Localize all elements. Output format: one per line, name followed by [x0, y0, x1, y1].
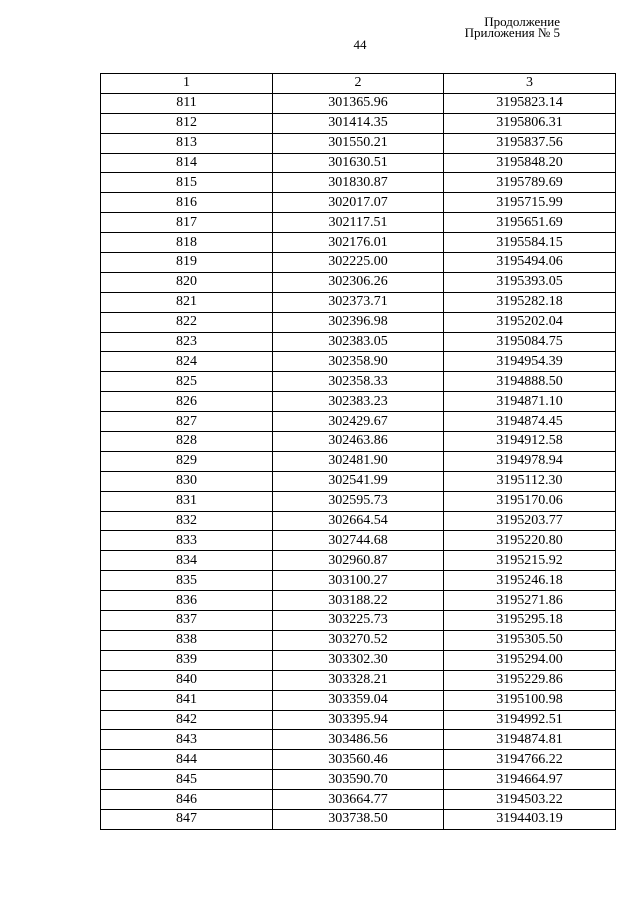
continuation-label [360, 16, 560, 38]
x-coordinate-cell: 303302.30 [273, 650, 444, 670]
x-coordinate-cell: 303486.56 [273, 730, 444, 750]
x-coordinate-cell: 302595.73 [273, 491, 444, 511]
table-row [101, 571, 616, 591]
table-row [101, 809, 616, 829]
point-number-cell: 838 [101, 630, 273, 650]
column-header-2: 2 [273, 74, 444, 94]
x-coordinate-cell: 302306.26 [273, 272, 444, 292]
x-coordinate-cell: 302664.54 [273, 511, 444, 531]
x-coordinate-cell: 302463.86 [273, 432, 444, 452]
y-coordinate-cell: 3195806.31 [444, 113, 616, 133]
point-number-cell: 844 [101, 750, 273, 770]
y-coordinate-cell: 3194766.22 [444, 750, 616, 770]
table-row [101, 730, 616, 750]
table-row [101, 332, 616, 352]
continuation-line-2: Приложения № 5 [464, 25, 560, 40]
table-row [101, 412, 616, 432]
x-coordinate-cell: 302358.33 [273, 372, 444, 392]
x-coordinate-cell: 302481.90 [273, 451, 444, 471]
y-coordinate-cell: 3195100.98 [444, 690, 616, 710]
point-number-cell: 814 [101, 153, 273, 173]
table-row [101, 630, 616, 650]
x-coordinate-cell: 303560.46 [273, 750, 444, 770]
x-coordinate-cell: 302225.00 [273, 253, 444, 273]
table-row [101, 790, 616, 810]
y-coordinate-cell: 3194954.39 [444, 352, 616, 372]
y-coordinate-cell: 3195494.06 [444, 253, 616, 273]
column-header-3: 3 [444, 74, 616, 94]
x-coordinate-cell: 302117.51 [273, 213, 444, 233]
point-number-cell: 842 [101, 710, 273, 730]
point-number-cell: 815 [101, 173, 273, 193]
table-row [101, 670, 616, 690]
y-coordinate-cell: 3194664.97 [444, 770, 616, 790]
point-number-cell: 828 [101, 432, 273, 452]
y-coordinate-cell: 3195084.75 [444, 332, 616, 352]
y-coordinate-cell: 3195112.30 [444, 471, 616, 491]
y-coordinate-cell: 3195246.18 [444, 571, 616, 591]
point-number-cell: 840 [101, 670, 273, 690]
x-coordinate-cell: 303328.21 [273, 670, 444, 690]
table-row [101, 193, 616, 213]
table-row [101, 551, 616, 571]
x-coordinate-cell: 302373.71 [273, 292, 444, 312]
y-coordinate-cell: 3194874.45 [444, 412, 616, 432]
table-row [101, 113, 616, 133]
y-coordinate-cell: 3194403.19 [444, 809, 616, 829]
y-coordinate-cell: 3195282.18 [444, 292, 616, 312]
table-row [101, 292, 616, 312]
point-number-cell: 836 [101, 591, 273, 611]
point-number-cell: 843 [101, 730, 273, 750]
x-coordinate-cell: 302383.05 [273, 332, 444, 352]
table-row [101, 133, 616, 153]
x-coordinate-cell: 301830.87 [273, 173, 444, 193]
point-number-cell: 846 [101, 790, 273, 810]
x-coordinate-cell: 302358.90 [273, 352, 444, 372]
point-number-cell: 825 [101, 372, 273, 392]
table-row [101, 591, 616, 611]
table-row [101, 312, 616, 332]
x-coordinate-cell: 301630.51 [273, 153, 444, 173]
y-coordinate-cell: 3194503.22 [444, 790, 616, 810]
x-coordinate-cell: 301550.21 [273, 133, 444, 153]
x-coordinate-cell: 303270.52 [273, 630, 444, 650]
table-row [101, 272, 616, 292]
table-row [101, 770, 616, 790]
table-row [101, 352, 616, 372]
point-number-cell: 819 [101, 253, 273, 273]
x-coordinate-cell: 302429.67 [273, 412, 444, 432]
x-coordinate-cell: 303100.27 [273, 571, 444, 591]
table-row [101, 451, 616, 471]
y-coordinate-cell: 3195294.00 [444, 650, 616, 670]
y-coordinate-cell: 3195295.18 [444, 611, 616, 631]
y-coordinate-cell: 3195848.20 [444, 153, 616, 173]
y-coordinate-cell: 3195651.69 [444, 213, 616, 233]
x-coordinate-cell: 303188.22 [273, 591, 444, 611]
coordinates-table [100, 73, 616, 830]
y-coordinate-cell: 3194978.94 [444, 451, 616, 471]
point-number-cell: 832 [101, 511, 273, 531]
table-row [101, 710, 616, 730]
y-coordinate-cell: 3195229.86 [444, 670, 616, 690]
x-coordinate-cell: 302541.99 [273, 471, 444, 491]
point-number-cell: 818 [101, 233, 273, 253]
x-coordinate-cell: 303395.94 [273, 710, 444, 730]
point-number-cell: 829 [101, 451, 273, 471]
y-coordinate-cell: 3195789.69 [444, 173, 616, 193]
table-row [101, 690, 616, 710]
table-row [101, 392, 616, 412]
y-coordinate-cell: 3195393.05 [444, 272, 616, 292]
header-row [101, 74, 616, 94]
y-coordinate-cell: 3195715.99 [444, 193, 616, 213]
x-coordinate-cell: 302744.68 [273, 531, 444, 551]
y-coordinate-cell: 3195584.15 [444, 233, 616, 253]
y-coordinate-cell: 3195202.04 [444, 312, 616, 332]
point-number-cell: 811 [101, 93, 273, 113]
table-row [101, 511, 616, 531]
table-row [101, 432, 616, 452]
y-coordinate-cell: 3195305.50 [444, 630, 616, 650]
point-number-cell: 830 [101, 471, 273, 491]
y-coordinate-cell: 3195215.92 [444, 551, 616, 571]
column-header-1: 1 [101, 74, 273, 94]
point-number-cell: 839 [101, 650, 273, 670]
page-number: 44 [353, 37, 367, 52]
table-row [101, 491, 616, 511]
point-number-cell: 822 [101, 312, 273, 332]
point-number-cell: 823 [101, 332, 273, 352]
y-coordinate-cell: 3195203.77 [444, 511, 616, 531]
table-header [101, 74, 616, 94]
x-coordinate-cell: 303738.50 [273, 809, 444, 829]
point-number-cell: 837 [101, 611, 273, 631]
x-coordinate-cell: 302176.01 [273, 233, 444, 253]
x-coordinate-cell: 303225.73 [273, 611, 444, 631]
point-number-cell: 831 [101, 491, 273, 511]
x-coordinate-cell: 302383.23 [273, 392, 444, 412]
y-coordinate-cell: 3194871.10 [444, 392, 616, 412]
point-number-cell: 845 [101, 770, 273, 790]
x-coordinate-cell: 302017.07 [273, 193, 444, 213]
table-row [101, 650, 616, 670]
table-row [101, 153, 616, 173]
table-row [101, 611, 616, 631]
point-number-cell: 813 [101, 133, 273, 153]
x-coordinate-cell: 302396.98 [273, 312, 444, 332]
table-row [101, 213, 616, 233]
table-body [101, 93, 616, 829]
x-coordinate-cell: 303359.04 [273, 690, 444, 710]
point-number-cell: 816 [101, 193, 273, 213]
table-row [101, 531, 616, 551]
x-coordinate-cell: 302960.87 [273, 551, 444, 571]
point-number-cell: 835 [101, 571, 273, 591]
point-number-cell: 833 [101, 531, 273, 551]
x-coordinate-cell: 301414.35 [273, 113, 444, 133]
y-coordinate-cell: 3195220.80 [444, 531, 616, 551]
y-coordinate-cell: 3195170.06 [444, 491, 616, 511]
point-number-cell: 817 [101, 213, 273, 233]
y-coordinate-cell: 3194912.58 [444, 432, 616, 452]
continuation-line-1: Продолжение [484, 14, 560, 29]
point-number-cell: 820 [101, 272, 273, 292]
point-number-cell: 834 [101, 551, 273, 571]
table-row [101, 93, 616, 113]
y-coordinate-cell: 3194992.51 [444, 710, 616, 730]
y-coordinate-cell: 3195271.86 [444, 591, 616, 611]
table-row [101, 372, 616, 392]
table-row [101, 233, 616, 253]
x-coordinate-cell: 301365.96 [273, 93, 444, 113]
point-number-cell: 824 [101, 352, 273, 372]
point-number-cell: 847 [101, 809, 273, 829]
table-row [101, 750, 616, 770]
point-number-cell: 821 [101, 292, 273, 312]
table-row [101, 253, 616, 273]
y-coordinate-cell: 3195837.56 [444, 133, 616, 153]
table-row [101, 173, 616, 193]
point-number-cell: 826 [101, 392, 273, 412]
y-coordinate-cell: 3194874.81 [444, 730, 616, 750]
x-coordinate-cell: 303590.70 [273, 770, 444, 790]
point-number-cell: 827 [101, 412, 273, 432]
y-coordinate-cell: 3194888.50 [444, 372, 616, 392]
x-coordinate-cell: 303664.77 [273, 790, 444, 810]
point-number-cell: 841 [101, 690, 273, 710]
y-coordinate-cell: 3195823.14 [444, 93, 616, 113]
table-row [101, 471, 616, 491]
point-number-cell: 812 [101, 113, 273, 133]
